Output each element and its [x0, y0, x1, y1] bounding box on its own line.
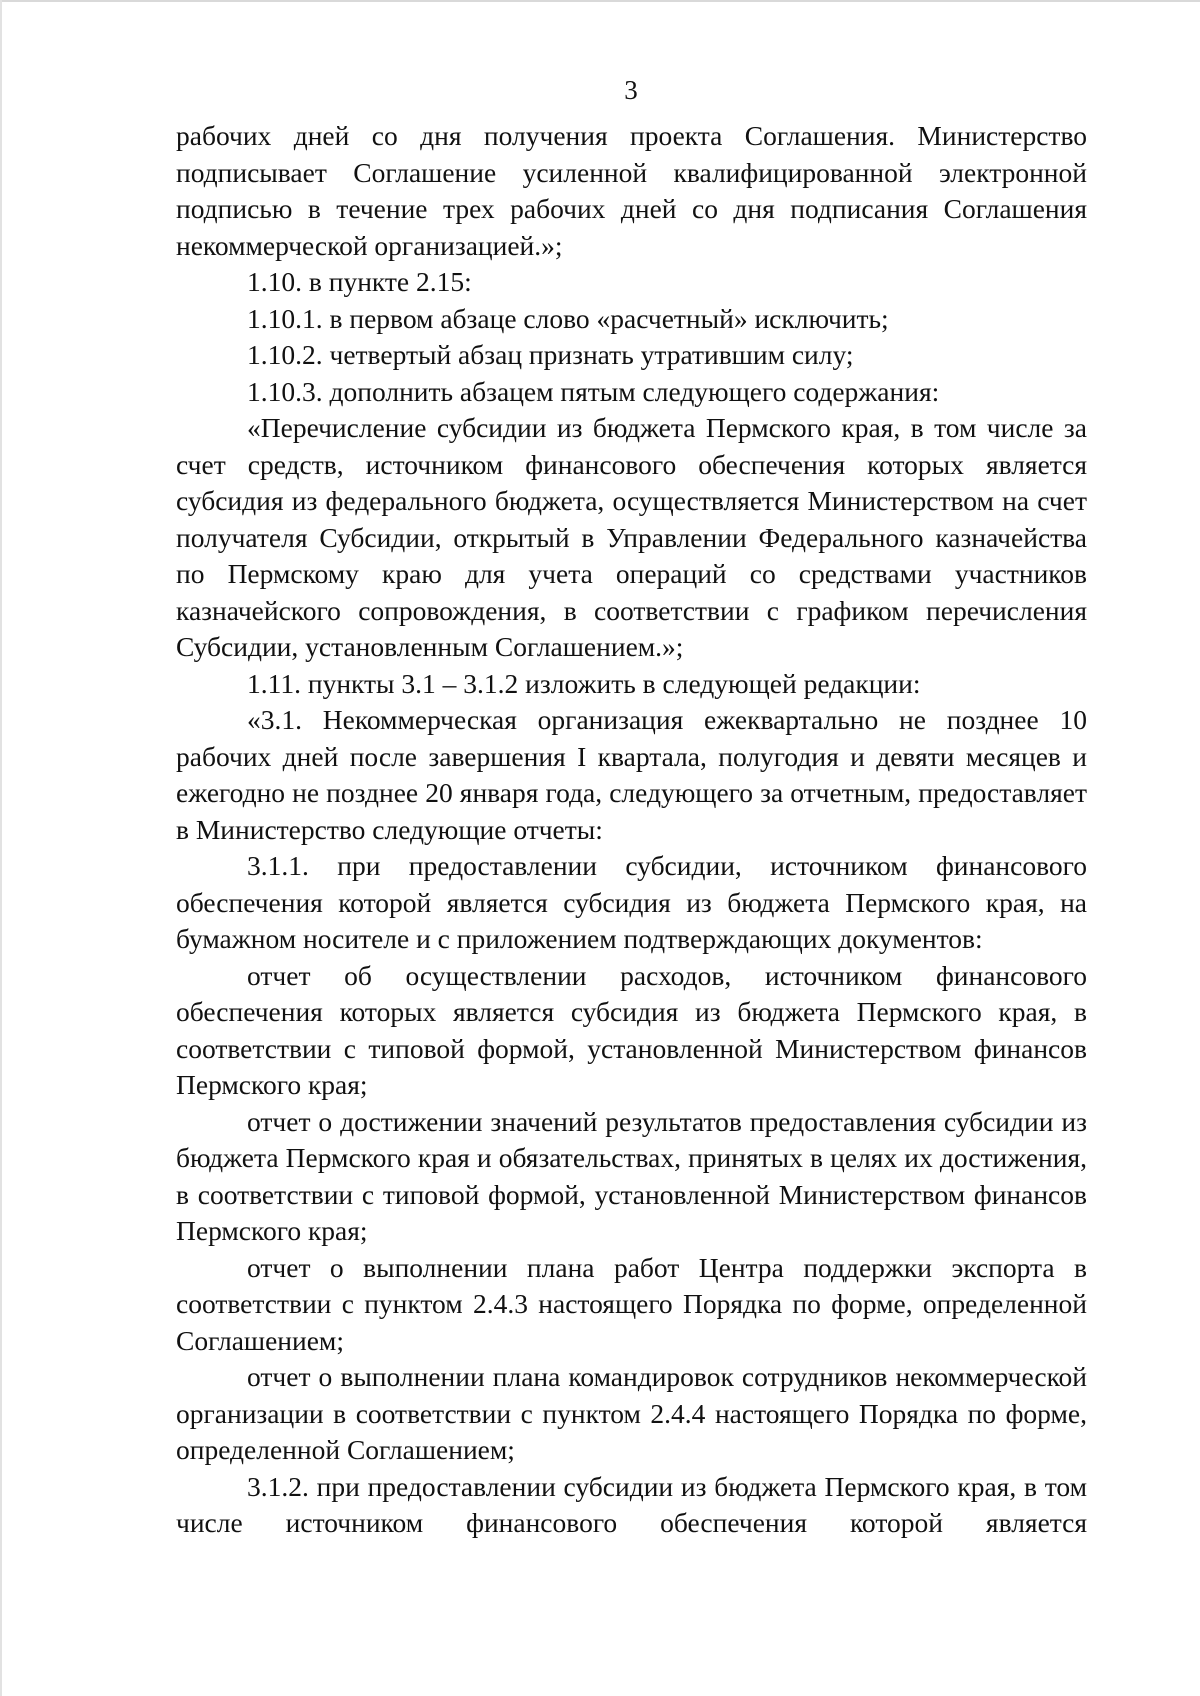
paragraph-report-results: отчет о достижении значений результатов предоставления субсидии из бюджета Пермского края и обязательствах, принятых в целях их достижения, в соответствии с типовой формой, установленной Министерством финансов Пермского края; — [176, 1105, 1087, 1246]
document-body — [176, 118, 1087, 1542]
page-number: 3 — [624, 75, 638, 105]
paragraph-continuation: рабочих дней со дня получения проекта Соглашения. Министерство подписывает Соглашение усиленной квалифицированной электронной подписью в течение трех рабочих дней со дня подписания Соглашения некоммерческой организацией.»; — [176, 120, 1087, 261]
paragraph-item-1-11: 1.11. пункты 3.1 – 3.1.2 изложить в следующей редакции: — [247, 667, 921, 699]
paragraph-item-3-1-2: 3.1.2. при предоставлении субсидии из бюджета Пермского края, в том числе источником финансового обеспечения которой является — [176, 1470, 1087, 1538]
paragraph-report-expenses: отчет об осуществлении расходов, источником финансового обеспечения которых является субсидия из бюджета Пермского края, в соответствии с типовой формой, установленной Министерством финансов Пермского края; — [176, 959, 1087, 1100]
paragraph-item-1-10-1: 1.10.1. в первом абзаце слово «расчетный» исключить; — [247, 302, 889, 334]
paragraph-item-3-1-1: 3.1.1. при предоставлении субсидии, источником финансового обеспечения которой является субсидия из бюджета Пермского края, на бумажном носителе и с приложением подтверждающих документов: — [176, 850, 1087, 954]
paragraph-subsidy-transfer: «Перечисление субсидии из бюджета Пермского края, в том числе за счет средств, источником финансового обеспечения которых является субсидия из федерального бюджета, осуществляется Министерством на счет получателя Субсидии, открытый в Управлении Федерального казначейства по Пермскому краю для учета операций со средствами участников казначейского сопровождения, в соответствии с графиком перечисления Субсидии, установленным Соглашением.»; — [176, 412, 1087, 662]
paragraph-item-1-10-3: 1.10.3. дополнить абзацем пятым следующего содержания: — [247, 375, 940, 407]
paragraph-report-work-plan: отчет о выполнении плана работ Центра поддержки экспорта в соответствии с пунктом 2.4.3 настоящего Порядка по форме, определенной Соглашением; — [176, 1251, 1087, 1356]
paragraph-item-1-10: 1.10. в пункте 2.15: — [247, 266, 472, 297]
paragraph-report-travel-plan: отчет о выполнении плана командировок сотрудников некоммерческой организации в соответствии с пунктом 2.4.4 настоящего Порядка по форме, определенной Соглашением; — [176, 1361, 1087, 1465]
scan-edge-top — [0, 0, 1200, 2]
paragraph-item-1-10-2: 1.10.2. четвертый абзац признать утратившим силу; — [247, 339, 854, 370]
paragraph-item-3-1: «3.1. Некоммерческая организация ежеквартально не позднее 10 рабочих дней после завершения I квартала, полугодия и девяти месяцев и ежегодно не позднее 20 января года, следующего за отчетным, предоставляет в Министерство следующие отчеты: — [176, 704, 1087, 845]
scan-edge-left — [0, 0, 2, 1696]
